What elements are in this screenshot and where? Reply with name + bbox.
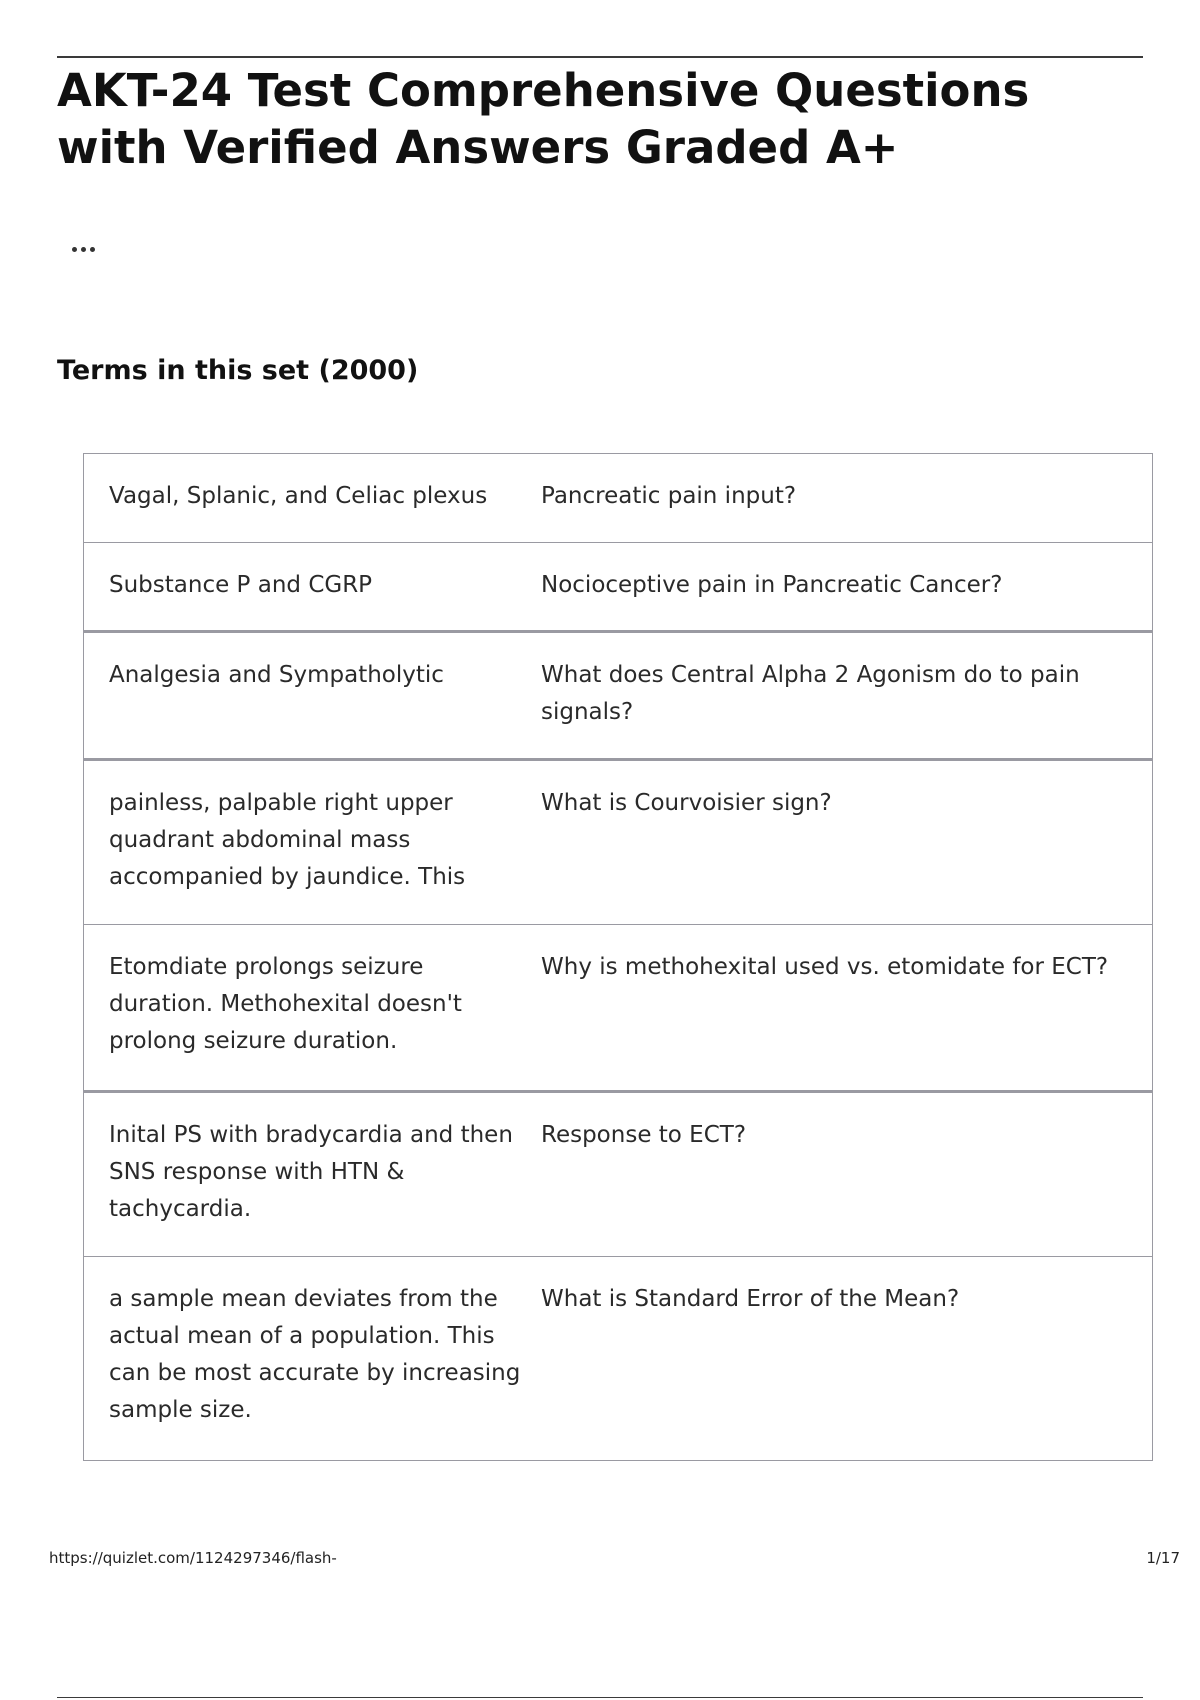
term-definition: Vagal, Splanic, and Celiac plexus [109, 483, 488, 509]
term-question: Why is methohexital used vs. etomidate for ECT? [541, 954, 1109, 980]
term-question: Nocioceptive pain in Pancreatic Cancer? [541, 572, 1003, 598]
term-definition: Inital PS with bradycardia and then SNS response with HTN & tachycardia. [109, 1122, 513, 1222]
ellipsis-dot [72, 247, 77, 252]
term-definition: Substance P and CGRP [109, 572, 373, 598]
term-question: What does Central Alpha 2 Agonism do to pain signals? [541, 662, 1080, 725]
term-definition: painless, palpable right upper quadrant abdominal mass accompanied by jaundice. This [109, 790, 466, 890]
term-question: What is Standard Error of the Mean? [541, 1286, 960, 1312]
top-rule [57, 56, 1143, 58]
term-question: Pancreatic pain input? [541, 483, 797, 509]
term-definition: a sample mean deviates from the actual mean of a population. This can be most accurate by increasing sample size. [109, 1286, 521, 1423]
bottom-rule [57, 1697, 1143, 1698]
term-row [84, 630, 1152, 758]
term-question: Response to ECT? [541, 1122, 747, 1148]
ellipsis-dot [81, 247, 86, 252]
terms-table [83, 453, 1153, 1461]
term-row [84, 758, 1152, 924]
term-row [84, 542, 1152, 630]
term-definition: Etomdiate prolongs seizure duration. Methohexital doesn't prolong seizure duration. [109, 954, 462, 1054]
footer-url[interactable]: https://quizlet.com/1124297346/flash- [49, 1549, 337, 1567]
term-row [84, 454, 1152, 542]
ellipsis-icon[interactable] [72, 242, 106, 256]
term-row [84, 1256, 1152, 1460]
term-question: What is Courvoisier sign? [541, 790, 832, 816]
ellipsis-dot [90, 247, 95, 252]
term-definition: Analgesia and Sympatholytic [109, 662, 444, 688]
term-row [84, 924, 1152, 1090]
term-row [84, 1090, 1152, 1256]
page-number: 1/17 [1146, 1549, 1180, 1567]
terms-heading: Terms in this set (2000) [57, 355, 419, 386]
document-title: AKT-24 Test Comprehensive Questions with Verified Answers Graded A+ [57, 64, 1030, 174]
